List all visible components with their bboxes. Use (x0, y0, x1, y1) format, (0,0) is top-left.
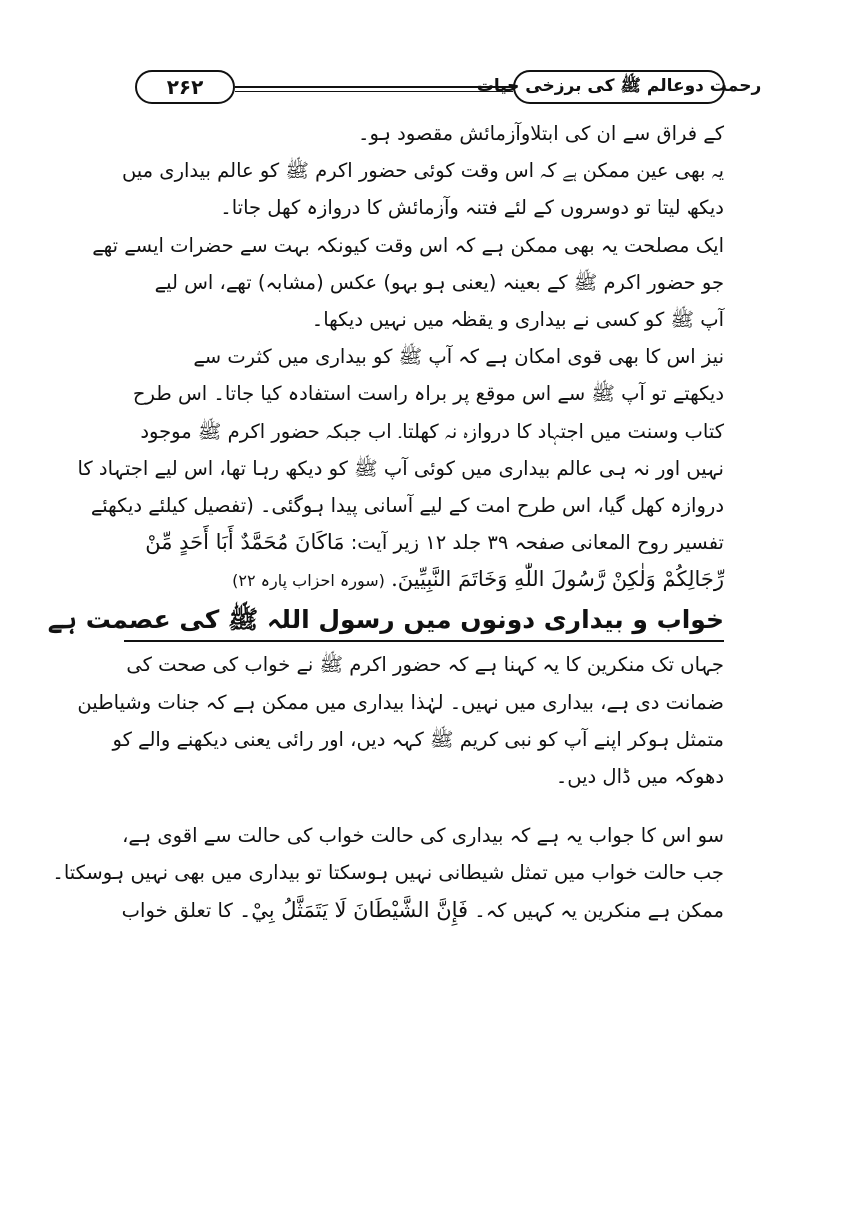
text-line: جو حضور اکرم ﷺ کے بعینہ (یعنی ہو بہو) عکس (مشابہ) تھے، اس لیے (154, 270, 724, 294)
page-body (47, 115, 724, 929)
text-line: سو اس کا جواب یہ ہے کہ بیداری کی حالت خواب کی حالت سے اقوی ہے، (122, 824, 724, 848)
text-line: نہیں اور نہ ہی عالم بیداری میں کوئی آپ ﷺ کو دیکھ رہا تھا، اس لیے اجتہاد کا (77, 456, 724, 480)
citation-line (124, 524, 724, 561)
text-fragment: ممکن ہے منکرین یہ کہیں کہ۔ (474, 898, 724, 922)
surah-reference: (سورہ احزاب پارہ ۲۲) (232, 571, 385, 591)
header-rule-thin (235, 91, 513, 92)
paragraph-gap (124, 795, 724, 817)
header-rule (235, 86, 513, 88)
text-line: یہ بھی عین ممکن ہے کہ اس وقت کوئی حضور اکرم ﷺ کو عالم بیداری میں (121, 159, 724, 183)
citation-line (124, 561, 724, 598)
text-line: دروازہ کھل گیا، اس طرح امت کے لیے آسانی پیدا ہوگئی۔ (تفصیل کیلئے دیکھئے (90, 493, 724, 517)
text-line: ضمانت دی ہے، بیداری میں نہیں۔ لہٰذا بیداری میں ممکن ہے کہ جنات وشیاطین (77, 690, 724, 714)
page-number: ۲۶۲ (135, 70, 235, 104)
text-line: آپ ﷺ کو کسی نے بیداری و یقظہ میں نہیں دیکھا۔ (311, 307, 724, 331)
text-fragment: کا تعلق خواب (121, 898, 233, 922)
quranic-verse: مَاكَانَ مُحَمَّدٌ أَبَا أَحَدٍ مِّنْ (145, 530, 345, 555)
text-line: دھوکہ میں ڈال دیں۔ (555, 765, 724, 788)
text-line: نیز اس کا بھی قوی امکان ہے کہ آپ ﷺ کو بیداری میں کثرت سے (193, 345, 724, 369)
citation-lead: تفسیر روح المعانی صفحہ ۳۹ جلد ۱۲ زیر آیت: (350, 531, 724, 555)
hadith-quote: فَإِنَّ الشَّيْطَانَ لَا يَتَمَثَّلُ بِيْ۔ (238, 897, 469, 922)
quranic-verse: رِّجَالِكُمْ وَلٰكِنْ رَّسُولَ اللّٰهِ وَخَاتَمَ النَّبِيِّينَ. (391, 567, 724, 592)
text-line: دیکھ لیتا تو دوسروں کے لئے فتنہ وآزمائش کا دروازہ کھل جاتا۔ (220, 196, 724, 220)
page-header (135, 70, 762, 106)
text-line (121, 892, 724, 929)
text-line: جب حالت خواب میں تمثل شیطانی نہیں ہوسکتا تو بیداری میں بھی نہیں ہوسکتا۔ (52, 861, 724, 885)
text-line: کے فراق سے ان کی ابتلاوآزمائش مقصود ہو۔ (358, 122, 724, 145)
section-heading: خواب و بیداری دونوں میں رسول اللہ ﷺ کی عصمت ہے (124, 600, 724, 642)
text-line: ایک مصلحت یہ بھی ممکن ہے کہ اس وقت کیونکہ بہت سے حضرات ایسے تھے (92, 233, 724, 257)
text-line: کتاب وسنت میں اجتہاد کا دروازہ نہ کھلتا۔ اب جبکہ حضور اکرم ﷺ موجود (140, 419, 724, 443)
text-line: جہاں تک منکرین کا یہ کہنا ہے کہ حضور اکرم ﷺ نے خواب کی صحت کی (126, 653, 724, 677)
text-line: دیکھتے تو آپ ﷺ سے اس موقع پر براہ راست استفادہ کیا جاتا۔ اس طرح (132, 382, 724, 406)
text-line: متمثل ہوکر اپنے آپ کو نبی کریم ﷺ کہہ دیں، اور رائی یعنی دیکھنے والے کو (112, 727, 724, 751)
running-title: رحمت دوعالم ﷺ کی برزخی حیات (513, 70, 725, 104)
